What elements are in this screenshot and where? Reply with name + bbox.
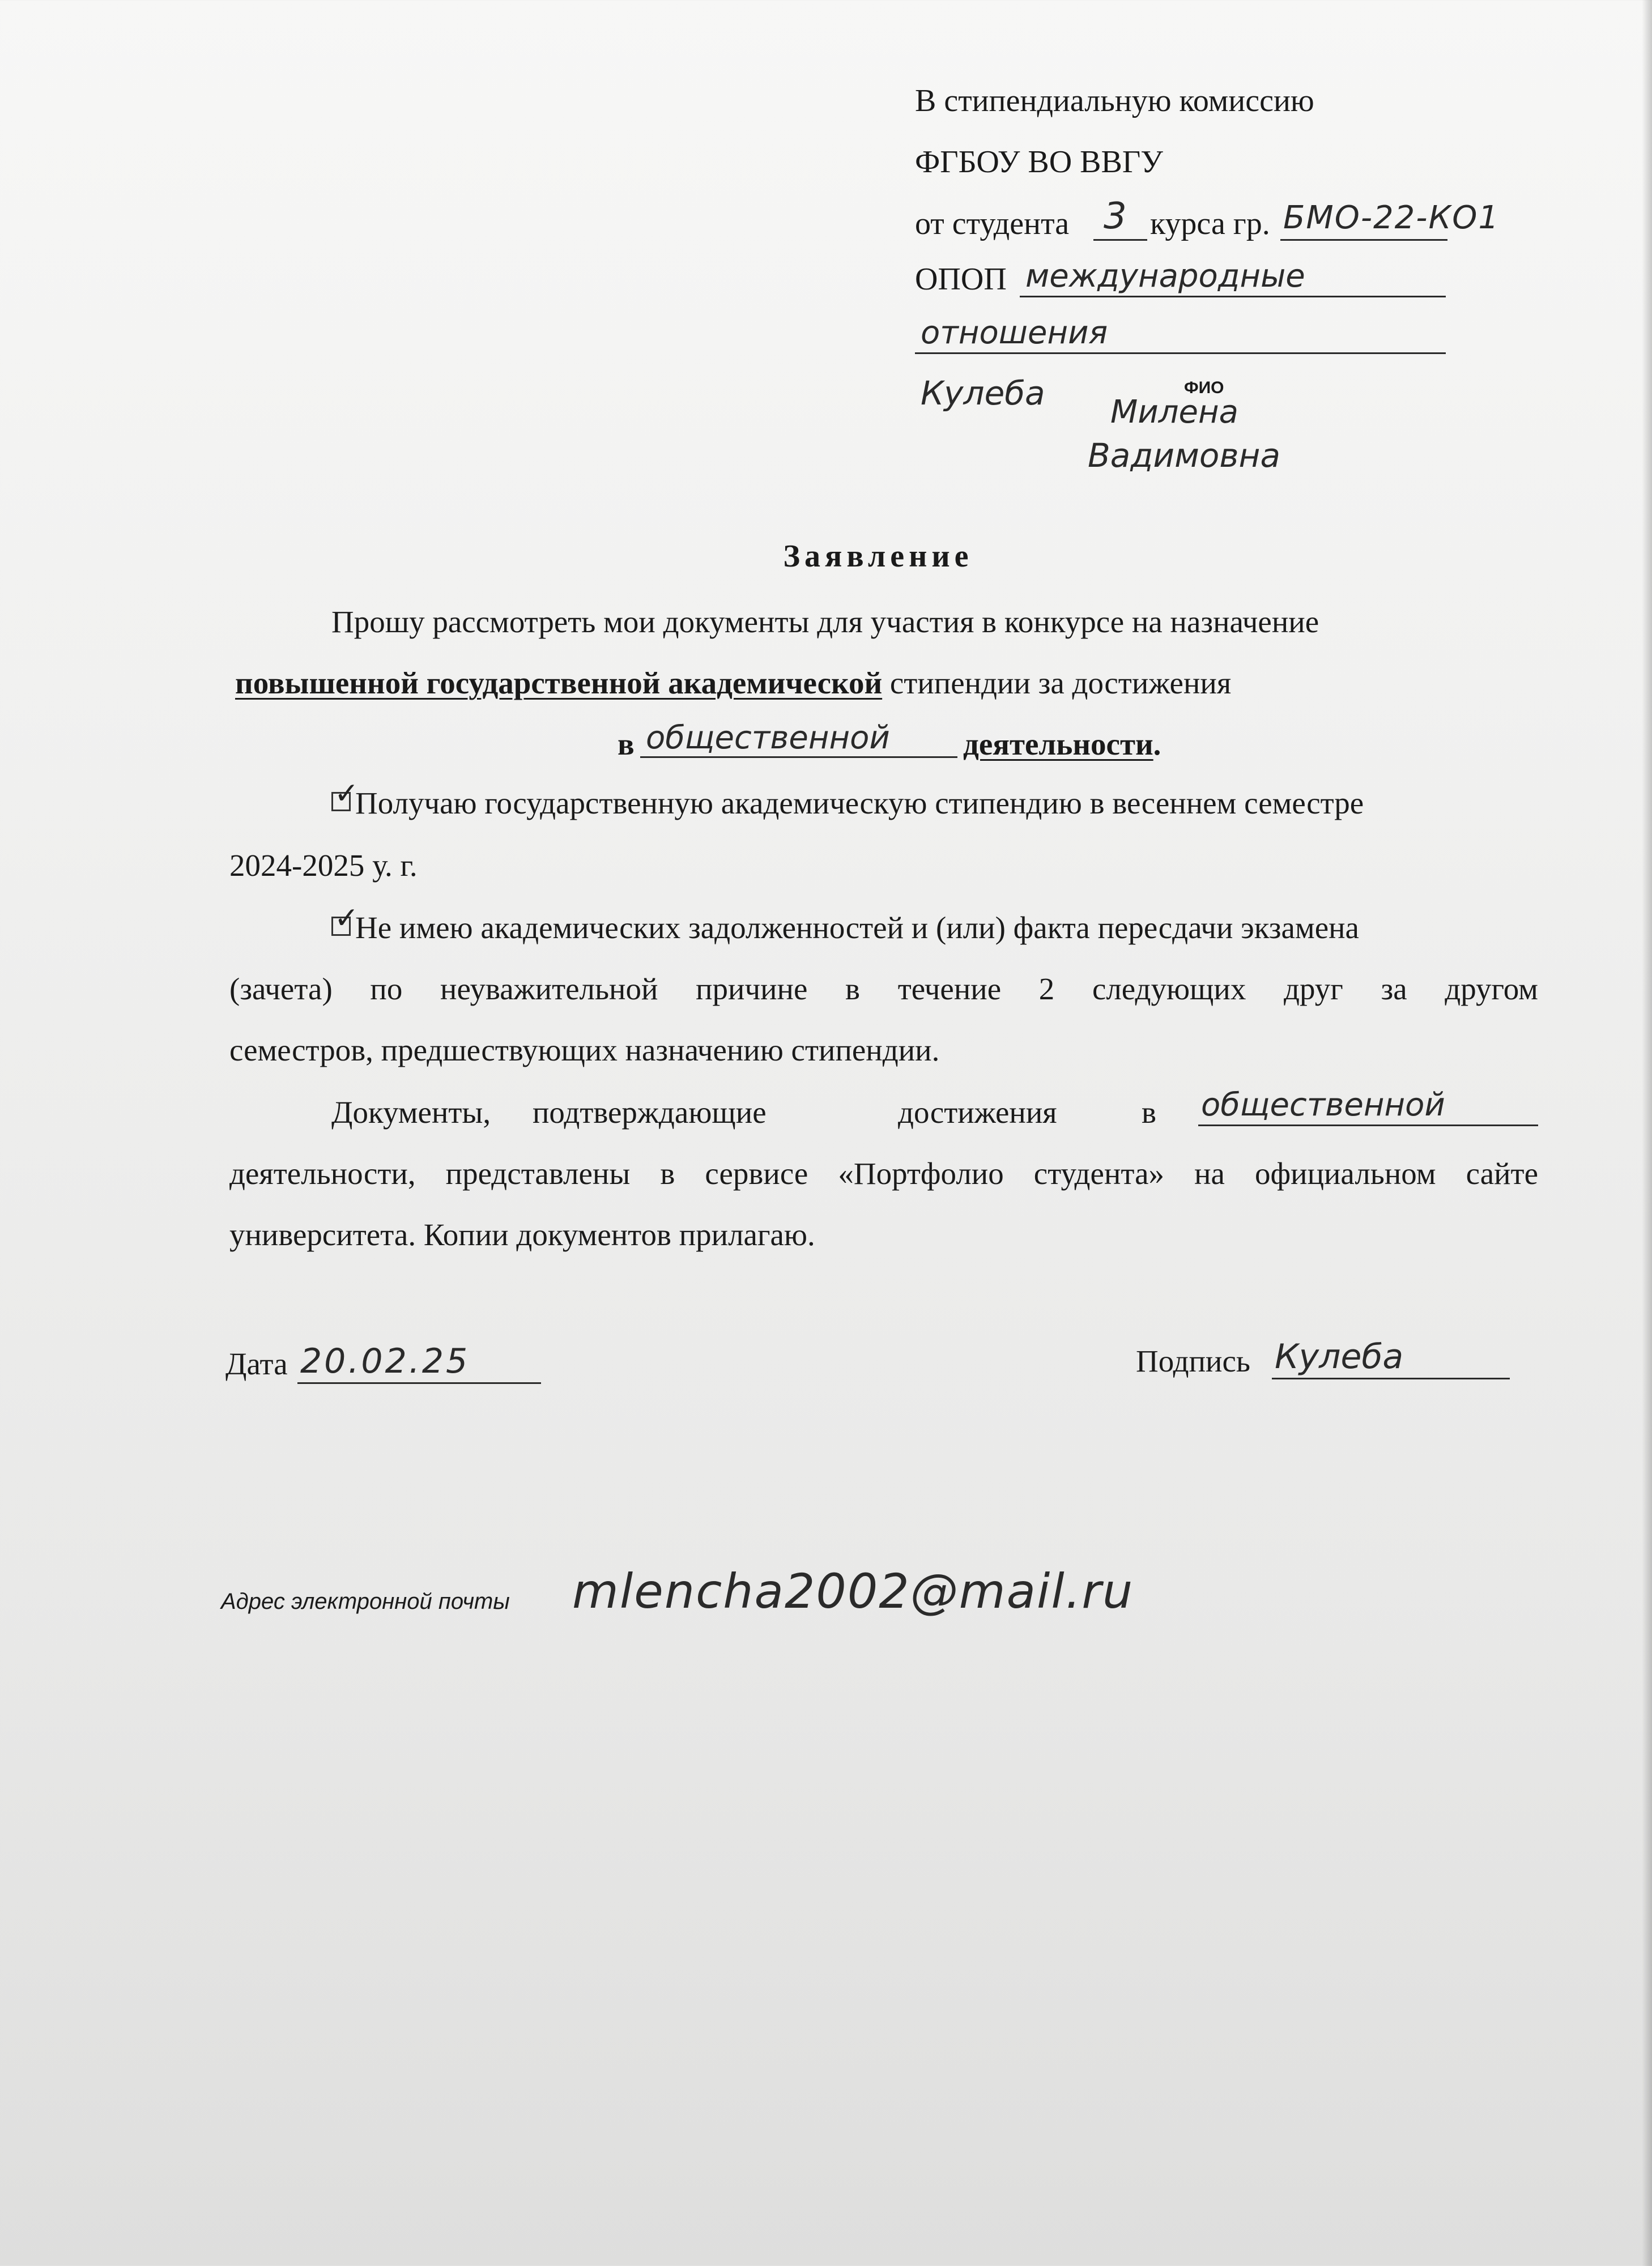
activity-underline <box>640 756 957 758</box>
course-label: курса гр. <box>1150 206 1270 241</box>
course-underline <box>1093 239 1147 241</box>
date-underline <box>297 1382 541 1384</box>
paragraph2-word-3: достижения <box>898 1095 1057 1130</box>
email-value: mlencha2002@mail.ru <box>572 1564 1134 1619</box>
paragraph2-word-4: в <box>1142 1095 1156 1130</box>
signature-label: Подпись <box>1136 1344 1250 1378</box>
date-value: 20.02.25 <box>300 1341 470 1381</box>
fio-surname: Кулеба <box>921 374 1045 412</box>
date-label: Дата <box>225 1347 288 1381</box>
checkbox2-line1: ✓ Не имею академических задолженностей и (или) факта пересдачи экзамена <box>331 912 1359 943</box>
fio-name: Милена <box>1110 394 1238 431</box>
checkbox2-line3: семестров, предшествующих назначению стипендии. <box>229 1033 940 1067</box>
activity-field: общественной <box>646 719 890 756</box>
document-title: Заявление <box>783 539 973 574</box>
checkbox1-line1: ✓ Получаю государственную академическую стипендию в весеннем семестре <box>331 787 1364 819</box>
group-underline <box>1280 239 1447 241</box>
checkbox2-line2: (зачета) по неуважительной причине в течение 2 следующих друг за другом <box>229 972 1538 1006</box>
paragraph1-line2-rest: стипендии за достижения <box>889 666 1232 700</box>
checkbox1-line2: 2024-2025 у. г. <box>229 848 418 883</box>
email-label: Адрес электронной почты <box>221 1589 510 1614</box>
group-value: БМО-22-КО1 <box>1283 199 1500 236</box>
fio-patronymic: Вадимовна <box>1088 436 1281 475</box>
signature-value: Кулеба <box>1275 1337 1404 1377</box>
program-value-line1: международные <box>1025 258 1305 295</box>
checkbox-1[interactable] <box>331 777 359 811</box>
check-icon: ✓ <box>334 777 359 811</box>
paragraph2-word-1: Документы, <box>331 1095 491 1130</box>
paragraph1-line1: Прошу рассмотреть мои документы для участия в конкурсе на назначение <box>331 604 1319 639</box>
paragraph2-word-2: подтверждающие <box>533 1095 767 1130</box>
checkbox-2[interactable] <box>331 901 359 936</box>
paragraph1-line2 <box>235 667 1231 698</box>
program-value-line2: отношения <box>921 314 1108 351</box>
paragraph2-line2: деятельности, представлены в сервисе «Портфолио студента» на официальном сайте <box>229 1156 1538 1191</box>
paragraph2-activity-field: общественной <box>1201 1087 1445 1123</box>
program-label: ОПОП <box>915 262 1007 297</box>
program-underline-1 <box>1020 296 1446 297</box>
fio-label: ФИО <box>1184 378 1224 397</box>
institution-line: ФГБОУ ВО ВВГУ <box>915 144 1163 180</box>
signature-underline <box>1272 1378 1510 1379</box>
program-underline-2 <box>915 352 1446 354</box>
paragraph1-line3-prefix: в <box>618 727 635 761</box>
paragraph2-line3: университета. Копии документов прилагаю. <box>229 1217 815 1252</box>
addressee-line: В стипендиальную комиссию <box>915 83 1314 118</box>
paragraph1-line3-suffix: деятельности. <box>963 727 1161 761</box>
page-edge-shadow <box>1642 0 1652 2266</box>
student-course-group-line <box>915 208 1069 240</box>
student-prefix: от студента <box>915 206 1070 241</box>
paragraph2-activity-underline <box>1198 1125 1538 1126</box>
scholarship-type: повышенной государственной академической <box>235 666 883 700</box>
course-value: 3 <box>1104 195 1127 237</box>
check-icon: ✓ <box>334 901 359 935</box>
